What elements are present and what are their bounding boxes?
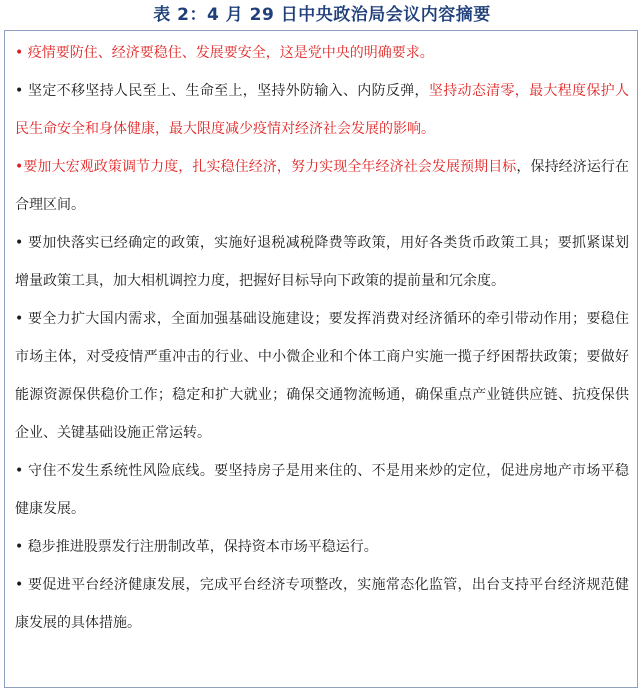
table-title: 表 2：4 月 29 日中央政治局会议内容摘要	[153, 5, 491, 25]
body-text: • 要全力扩大国内需求，全面加强基础设施建设；要发挥消费对经济循环的牵引带动作用；要稳住市场主体，对受疫情严重冲击的行业、中小微企业和个体工商户实施一揽子纾困帮扶政策；要做好能源资源保供稳价工作；稳定和扩大就业；确保交通物流畅通，确保重点产业链供应链、抗疫保供企业、关键基础设施正常运转。	[15, 311, 629, 441]
highlighted-text: •要加大宏观政策调节力度，扎实稳住经济，努力实现全年经济社会发展预期目标	[15, 159, 517, 175]
summary-paragraph	[15, 300, 629, 452]
summary-paragraph	[15, 566, 629, 642]
summary-paragraph	[15, 528, 629, 566]
summary-paragraph	[15, 148, 629, 224]
summary-box	[4, 30, 638, 688]
summary-paragraph	[15, 34, 629, 72]
body-text: • 坚定不移坚持人民至上、生命至上，坚持外防输入、内防反弹，	[15, 83, 429, 99]
body-text: ，保持经济运行在合理区间。	[15, 159, 629, 213]
body-text: • 要加快落实已经确定的政策，实施好退税减税降费等政策，用好各类货币政策工具；要抓紧谋划增量政策工具，加大相机调控力度，把握好目标导向下政策的提前量和冗余度。	[15, 235, 629, 289]
highlighted-text: • 疫情要防住、经济要稳住、发展要安全，这是党中央的明确要求。	[15, 45, 434, 61]
summary-paragraph	[15, 72, 629, 148]
body-text: • 守住不发生系统性风险底线。要坚持房子是用来住的、不是用来炒的定位，促进房地产市场平稳健康发展。	[15, 463, 629, 517]
body-text: • 稳步推进股票发行注册制改革，保持资本市场平稳运行。	[15, 539, 378, 555]
summary-paragraph	[15, 224, 629, 300]
body-text: • 要促进平台经济健康发展，完成平台经济专项整改，实施常态化监管，出台支持平台经济规范健康发展的具体措施。	[15, 577, 629, 631]
highlighted-text: 坚持动态清零，最大程度保护人民生命安全和身体健康，最大限度减少疫情对经济社会发展的影响。	[15, 83, 630, 137]
paragraph-list	[15, 34, 629, 642]
summary-paragraph	[15, 452, 629, 528]
